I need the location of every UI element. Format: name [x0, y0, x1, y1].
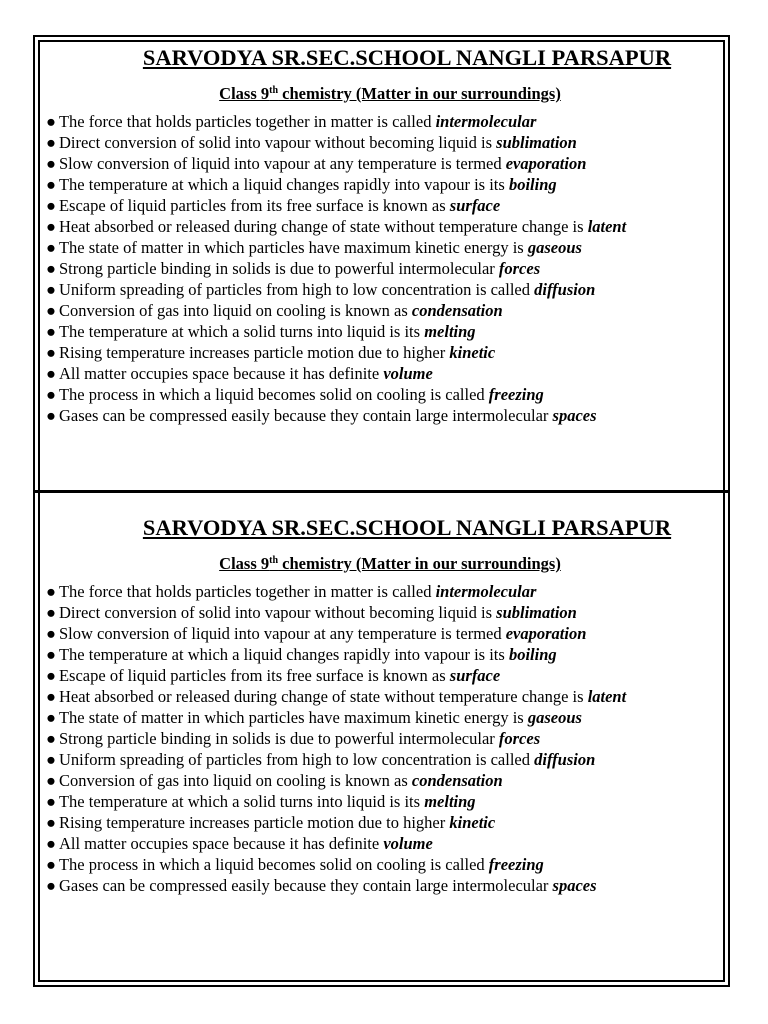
fact-item	[46, 321, 716, 342]
fact-list	[46, 111, 716, 426]
fact-item	[46, 153, 716, 174]
fact-answer: condensation	[411, 301, 503, 320]
fact-answer: freezing	[488, 855, 544, 874]
worksheet-copy-1	[46, 44, 716, 426]
fact-item	[46, 854, 716, 875]
fact-item	[46, 384, 716, 405]
fact-answer: volume	[383, 364, 433, 383]
fact-item	[46, 623, 716, 644]
fact-item	[46, 216, 716, 237]
fact-text: Gases can be compressed easily because they contain large intermolecular	[58, 876, 553, 895]
fact-answer: sublimation	[496, 133, 577, 152]
fact-item	[46, 132, 716, 153]
fact-answer: gaseous	[527, 238, 582, 257]
bullet-icon: ●	[46, 876, 56, 895]
class-prefix: Class 9	[219, 554, 270, 573]
fact-item	[46, 644, 716, 665]
bullet-icon: ●	[46, 301, 56, 320]
bullet-icon: ●	[46, 645, 56, 664]
fact-item	[46, 195, 716, 216]
fact-text: Escape of liquid particles from its free surface is known as	[58, 196, 450, 215]
fact-text: Direct conversion of solid into vapour without becoming liquid is	[58, 603, 497, 622]
bullet-icon: ●	[46, 385, 56, 404]
fact-item	[46, 665, 716, 686]
bullet-icon: ●	[46, 624, 56, 643]
fact-answer: melting	[424, 322, 476, 341]
fact-answer: latent	[587, 687, 627, 706]
fact-item	[46, 279, 716, 300]
fact-item	[46, 707, 716, 728]
fact-text: The temperature at which a liquid changes rapidly into vapour is its	[58, 175, 509, 194]
fact-answer: melting	[424, 792, 476, 811]
section-divider	[33, 490, 730, 493]
fact-text: Rising temperature increases particle motion due to higher	[58, 343, 450, 362]
fact-item	[46, 686, 716, 707]
fact-text: The state of matter in which particles have maximum kinetic energy is	[58, 238, 528, 257]
bullet-icon: ●	[46, 666, 56, 685]
bullet-icon: ●	[46, 133, 56, 152]
fact-text: Direct conversion of solid into vapour without becoming liquid is	[58, 133, 497, 152]
fact-answer: gaseous	[527, 708, 582, 727]
class-subtitle	[46, 84, 716, 104]
fact-text: The temperature at which a liquid changes rapidly into vapour is its	[58, 645, 509, 664]
fact-answer: kinetic	[449, 343, 496, 362]
bullet-icon: ●	[46, 259, 56, 278]
bullet-icon: ●	[46, 729, 56, 748]
bullet-icon: ●	[46, 708, 56, 727]
fact-text: Slow conversion of liquid into vapour at any temperature is termed	[58, 624, 506, 643]
fact-text: The temperature at which a solid turns into liquid is its	[58, 322, 425, 341]
fact-text: Heat absorbed or released during change of state without temperature change is	[58, 687, 588, 706]
fact-answer: kinetic	[449, 813, 496, 832]
fact-answer: spaces	[552, 406, 597, 425]
fact-item	[46, 258, 716, 279]
fact-text: All matter occupies space because it has definite	[58, 834, 384, 853]
bullet-icon: ●	[46, 112, 56, 131]
fact-text: Strong particle binding in solids is due to powerful intermolecular	[58, 729, 499, 748]
fact-item	[46, 791, 716, 812]
fact-text: The temperature at which a solid turns into liquid is its	[58, 792, 425, 811]
bullet-icon: ●	[46, 364, 56, 383]
fact-list	[46, 581, 716, 896]
fact-answer: sublimation	[496, 603, 577, 622]
bullet-icon: ●	[46, 322, 56, 341]
school-title: SARVODYA SR.SEC.SCHOOL NANGLI PARSAPUR	[142, 45, 672, 70]
bullet-icon: ●	[46, 687, 56, 706]
fact-answer: diffusion	[534, 750, 596, 769]
fact-answer: forces	[498, 259, 541, 278]
bullet-icon: ●	[46, 175, 56, 194]
fact-answer: intermolecular	[435, 112, 537, 131]
fact-item	[46, 812, 716, 833]
fact-text: The state of matter in which particles have maximum kinetic energy is	[58, 708, 528, 727]
subject-text: chemistry (Matter in our surroundings)	[278, 84, 561, 103]
class-superscript: th	[269, 555, 279, 566]
fact-answer: diffusion	[534, 280, 596, 299]
fact-answer: freezing	[488, 385, 544, 404]
fact-answer: evaporation	[505, 624, 587, 643]
fact-item	[46, 770, 716, 791]
fact-item	[46, 363, 716, 384]
class-prefix: Class 9	[219, 84, 270, 103]
bullet-icon: ●	[46, 855, 56, 874]
fact-text: All matter occupies space because it has definite	[58, 364, 384, 383]
fact-item	[46, 237, 716, 258]
school-title: SARVODYA SR.SEC.SCHOOL NANGLI PARSAPUR	[142, 515, 672, 540]
fact-text: Rising temperature increases particle motion due to higher	[58, 813, 450, 832]
fact-item	[46, 111, 716, 132]
bullet-icon: ●	[46, 582, 56, 601]
fact-item	[46, 405, 716, 426]
subtitle-text	[219, 84, 561, 103]
fact-text: Strong particle binding in solids is due to powerful intermolecular	[58, 259, 499, 278]
fact-text: Uniform spreading of particles from high to low concentration is called	[58, 280, 535, 299]
fact-answer: evaporation	[505, 154, 587, 173]
fact-item	[46, 602, 716, 623]
fact-answer: surface	[449, 666, 501, 685]
fact-item	[46, 728, 716, 749]
subject-text: chemistry (Matter in our surroundings)	[278, 554, 561, 573]
class-superscript: th	[269, 85, 279, 96]
bullet-icon: ●	[46, 603, 56, 622]
bullet-icon: ●	[46, 771, 56, 790]
subtitle-text	[219, 554, 561, 573]
bullet-icon: ●	[46, 280, 56, 299]
bullet-icon: ●	[46, 792, 56, 811]
fact-answer: forces	[498, 729, 541, 748]
fact-text: Heat absorbed or released during change of state without temperature change is	[58, 217, 588, 236]
bullet-icon: ●	[46, 343, 56, 362]
worksheet-copy-2	[46, 514, 716, 896]
fact-answer: volume	[383, 834, 433, 853]
fact-answer: latent	[587, 217, 627, 236]
bullet-icon: ●	[46, 834, 56, 853]
fact-answer: spaces	[552, 876, 597, 895]
fact-text: The force that holds particles together in matter is called	[58, 112, 436, 131]
fact-answer: intermolecular	[435, 582, 537, 601]
fact-text: Escape of liquid particles from its free surface is known as	[58, 666, 450, 685]
fact-item	[46, 833, 716, 854]
bullet-icon: ●	[46, 154, 56, 173]
fact-text: The process in which a liquid becomes solid on cooling is called	[58, 385, 489, 404]
bullet-icon: ●	[46, 196, 56, 215]
fact-text: The process in which a liquid becomes solid on cooling is called	[58, 855, 489, 874]
fact-answer: boiling	[508, 175, 557, 194]
fact-item	[46, 875, 716, 896]
bullet-icon: ●	[46, 238, 56, 257]
fact-item	[46, 174, 716, 195]
fact-item	[46, 749, 716, 770]
fact-answer: condensation	[411, 771, 503, 790]
fact-text: The force that holds particles together in matter is called	[58, 582, 436, 601]
fact-text: Conversion of gas into liquid on cooling is known as	[58, 301, 412, 320]
bullet-icon: ●	[46, 750, 56, 769]
fact-item	[46, 342, 716, 363]
bullet-icon: ●	[46, 217, 56, 236]
fact-item	[46, 300, 716, 321]
bullet-icon: ●	[46, 406, 56, 425]
fact-item	[46, 581, 716, 602]
fact-text: Uniform spreading of particles from high to low concentration is called	[58, 750, 535, 769]
fact-answer: surface	[449, 196, 501, 215]
bullet-icon: ●	[46, 813, 56, 832]
fact-text: Gases can be compressed easily because they contain large intermolecular	[58, 406, 553, 425]
fact-text: Slow conversion of liquid into vapour at any temperature is termed	[58, 154, 506, 173]
class-subtitle	[46, 554, 716, 574]
fact-text: Conversion of gas into liquid on cooling is known as	[58, 771, 412, 790]
fact-answer: boiling	[508, 645, 557, 664]
